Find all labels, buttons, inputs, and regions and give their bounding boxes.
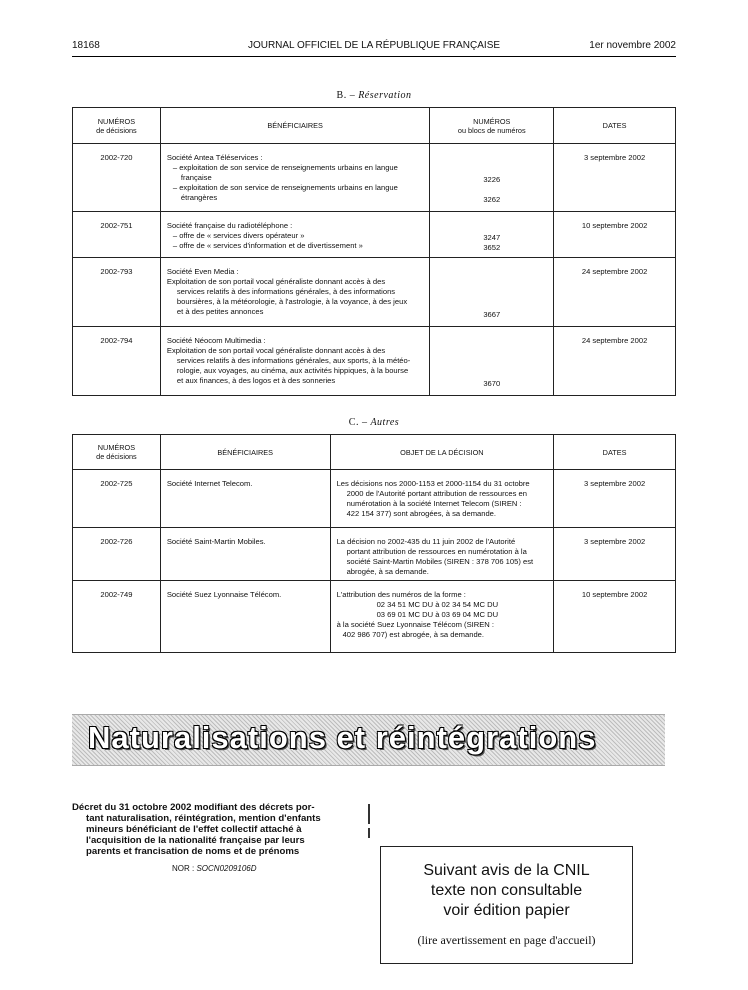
date-cell: 3 septembre 2002 xyxy=(554,470,676,528)
beneficiary-cell: Société Internet Telecom. xyxy=(160,470,330,528)
date-cell: 24 septembre 2002 xyxy=(554,327,676,396)
col-header-decisions: NUMÉROS de décisions xyxy=(73,435,161,470)
col-header-beneficiaries: BÉNÉFICIAIRES xyxy=(160,108,430,144)
date-cell: 24 septembre 2002 xyxy=(554,258,676,327)
col-header-beneficiaries: BÉNÉFICIAIRES xyxy=(160,435,330,470)
date-cell: 3 septembre 2002 xyxy=(554,528,676,581)
margin-bar xyxy=(368,804,370,824)
col-header-dates: DATES xyxy=(554,108,676,144)
section-b-title: B. – Réservation xyxy=(336,90,412,101)
beneficiary-cell: Société française du radiotéléphone : – offre de « services divers opérateur » – offre de « services d'information et de divertissement » xyxy=(160,212,430,258)
numbers-cell: 3670 xyxy=(430,327,554,396)
page-number: 18168 xyxy=(72,40,100,51)
numbers-cell: 3226 3262 xyxy=(430,144,554,212)
col-header-decisions: NUMÉROS de décisions xyxy=(73,108,161,144)
table-row xyxy=(73,327,676,396)
header-rule xyxy=(72,56,676,57)
nor-reference: NOR : SOCN0209106D xyxy=(172,864,257,873)
journal-title: JOURNAL OFFICIEL DE LA RÉPUBLIQUE FRANÇAISE xyxy=(247,40,501,51)
table-row xyxy=(73,581,676,653)
table-header-row xyxy=(73,108,676,144)
decision-number: 2002-749 xyxy=(73,581,161,653)
beneficiary-cell: Société Néocom Multimedia : Exploitation de son portail vocal généraliste donnant accès à des services relatifs à des informations générales, aux sports, à la météo- rologie, aux voyages, au cinéma, aux activités hippiques, à la bourse et aux finances, à des logos et à des sonneries xyxy=(160,327,430,396)
beneficiary-cell: Société Even Media : Exploitation de son portail vocal généraliste donnant accès à des services relatifs à des informations générales, à des informations boursières, à la météorologie, à l'astrologie, à la voyance, à des jeux et à des petites annonces xyxy=(160,258,430,327)
cnil-notice-box xyxy=(380,846,633,964)
date-cell: 10 septembre 2002 xyxy=(554,581,676,653)
beneficiary-cell: Société Suez Lyonnaise Télécom. xyxy=(160,581,330,653)
decision-number: 2002-720 xyxy=(73,144,161,212)
date-cell: 3 septembre 2002 xyxy=(554,144,676,212)
cnil-notice-note: (lire avertissement en page d'accueil) xyxy=(417,933,596,947)
reservation-table xyxy=(72,107,676,396)
date-cell: 10 septembre 2002 xyxy=(554,212,676,258)
object-cell: Les décisions nos 2000-1153 et 2000-1154 du 31 octobre 2000 de l'Autorité portant attribution de ressources en numérotation à la société Internet Telecom (SIREN : 422 154 377) sont abrogées, à sa demande. xyxy=(330,470,554,528)
table-row xyxy=(73,258,676,327)
decision-number: 2002-794 xyxy=(73,327,161,396)
table-row xyxy=(73,212,676,258)
decision-number: 2002-793 xyxy=(73,258,161,327)
margin-bar xyxy=(368,828,370,838)
section-banner xyxy=(72,714,665,766)
table-row xyxy=(73,144,676,212)
decision-number: 2002-725 xyxy=(73,470,161,528)
decree-title: Décret du 31 octobre 2002 modifiant des décrets por- tant naturalisation, réintégration, mention d'enfants mineurs bénéficiant de l'effet collectif attaché à l'acquisition de la nationalité française par leurs parents et francisation de noms et de prénoms xyxy=(72,802,321,857)
numbers-cell: 3667 xyxy=(430,258,554,327)
object-cell: La décision no 2002-435 du 11 juin 2002 de l'Autorité portant attribution de ressources en numérotation à la société Saint-Martin Mobiles (SIREN : 378 706 105) est abrogée, à sa demande. xyxy=(330,528,554,581)
table-header-row xyxy=(73,435,676,470)
col-header-numbers: NUMÉROS ou blocs de numéros xyxy=(430,108,554,144)
beneficiary-cell: Société Antea Téléservices : – exploitation de son service de renseignements urbains en langue française – exploitation de son service de renseignements urbains en langue étrangères xyxy=(160,144,430,212)
table-row xyxy=(73,528,676,581)
object-cell: L'attribution des numéros de la forme : 02 34 51 MC DU à 02 34 54 MC DU 03 69 01 MC DU à 03 69 04 MC DU à la société Suez Lyonnaise Télécom (SIREN : 402 986 707) est abrogée, à sa demande. xyxy=(330,581,554,653)
section-c-title: C. – Autres xyxy=(348,417,400,428)
banner-title: Naturalisations et réintégrations xyxy=(88,720,597,755)
col-header-object: OBJET DE LA DÉCISION xyxy=(330,435,554,470)
other-decisions-table xyxy=(72,434,676,653)
issue-date: 1er novembre 2002 xyxy=(589,40,676,51)
table-row xyxy=(73,470,676,528)
beneficiary-cell: Société Saint-Martin Mobiles. xyxy=(160,528,330,581)
decision-number: 2002-751 xyxy=(73,212,161,258)
decision-number: 2002-726 xyxy=(73,528,161,581)
numbers-cell: 3247 3652 xyxy=(430,212,554,258)
cnil-notice-text: Suivant avis de la CNIL texte non consultable voir édition papier xyxy=(423,862,590,919)
col-header-dates: DATES xyxy=(554,435,676,470)
